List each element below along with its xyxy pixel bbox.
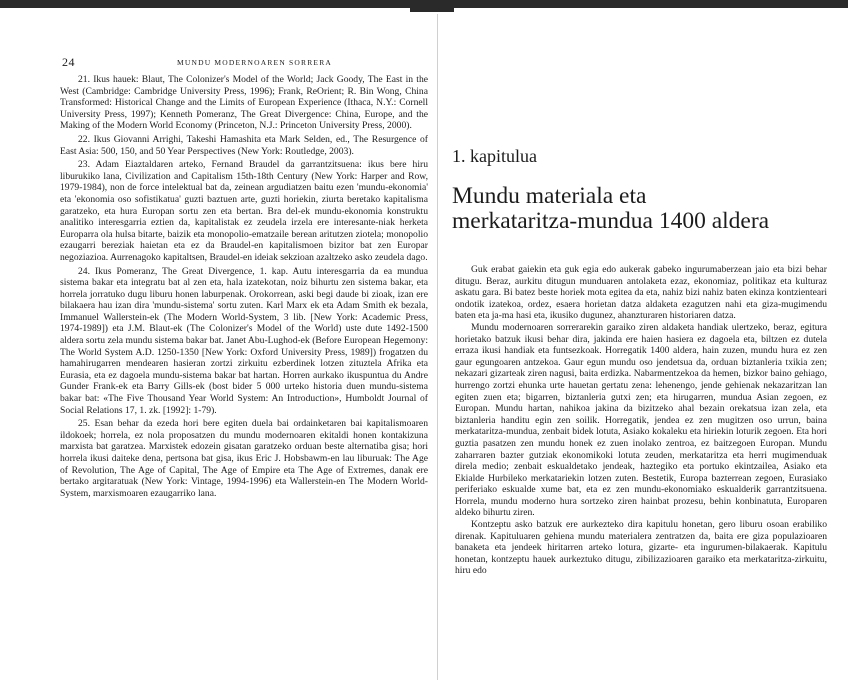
body-paragraph: Mundu modernoaren sorrerarekin garaiko ziren aldaketa handiak ulertzeko, beraz, egitura horietako batzuk ikusi behar dira, jakinda ere haien hasiera ez dagoela eta, biltzen ez dutela erraza ikusi handiak eta funtsezkoak. Horregatik 1400 aldera, hain zuzen, mundu hura ez zen gaur egungoaren antzekoa. Gaur egun mundu oso jendetsua da, orduan biztanleria txikia zen; nekazari gizarteak ziren nagusi, baita erdizka. Nabarmentzekoa da hemen, bizkor baino gehiago, hurrengo zortzi ehunka urte hauetan gertatu zena: lehenengo, jende gehienak nekazaritzan lan egiten zuen eta; bigarren, biztanleria gutxi zen; eta hirugarren, mundua Asian zegoen, ez Europan. Mundu hartan, nahikoa jakina da bizitzeko ahal bezain orekatsua izan zela, eta biztanleria handitu egin zen soilik. Horregatik, jendea ez zen mugitzen oso urrun, baina merkataritza-mundua, zenbait bidek lotuta, Asiako kokaleku eta hiriekin loturik zegoen. Eta hori guztia pasatzen zen mundu honek ez zuen inolako zentroa, ez baitzegoen Europan. Mundu zaharraren bazter gutziak ekonomikoki lotuta zeuden, merkataritza eta herri mugimenduak direla medio; zenbait eskualdetako jendeak, haztegiko eta portuko ekintzailea, Asiako eta Ekialde Hurbileko merkatariekin lotzen zuten. Bestetik, Europa bazterrean zegoen, Eurasiako periferiako eskualde xume bat, eta ez zen mundu-ekonomiako eskualderik garrantzitsuena. Horrela, mundu moderno hura sortzeko ziren hainbat prozesu, behin konbinatuta, Europaren aldeko bihurtu ziren. — [455, 321, 827, 519]
footnotes-column — [60, 74, 428, 674]
chapter-title-line: merkataritza-mundua 1400 aldera — [452, 208, 770, 234]
footnote-21: 21. Ikus hauek: Blaut, The Colonizer's Model of the World; Jack Goody, The East in the West (Cambridge: Cambridge University Press, 1996); Frank, ReOrient; R. Bin Wong, China Transformed: Historical Change and the Limits of European Experience (Ithaca, N.Y.: Cornell University Press, 1997); Kenneth Pomeranz, The Great Divergence: China, Europe, and the Making of the Modern World Economy (Princeton, N.J.: Princeton University Press, 2000). — [60, 74, 428, 132]
footnote-25: 25. Esan behar da ezeda hori bere egiten duela bai ordainketaren bai kapitalismoaren ildokoek; horrela, ez nola proposatzen du mundu modernoaren ekitaldi honen kontakizuna marxista bat garatzea. Marxistek edozein gisatan garatzeko orduan beste alternatiba gisa; hori horrela ikusi daiteke dena, pertsona bat gisa, ikus Eric J. Hobsbawm-en lau liburuak: The Age of Revolution, The Age of Capital, The Age of Empire eta The Age of Extremes, danak ere bertako argitaratuak (New York: Vintage, 1994-1996) eta Wallerstein-en The Modern World-System, marxismoaren ezaugarriko lana. — [60, 418, 428, 499]
chapter-title — [452, 184, 822, 234]
footnote-24: 24. Ikus Pomeranz, The Great Divergence, 1. kap. Autu interesgarria da ea mundua sistema bakar eta integratu bat al zen eta, hala izatekotan, noiz bihurtu zen sistema bakar, eta horrela jorratuko dugu liburu honen laburpenak. Orokorrean, aski begi daude bi zioak, izan ere bilakaera hau izan dira 'mundu-sistema' sortu zuten. Karl Marx ek eta Adam Smith ek bezala, Immanuel Wallerstein-ek (The Modern World-System, 3 lib. [New York: Academic Press, 1974-1989]) eta J.M. Blaut-ek (The Colonizer's Model of the World) uste dute 1492-1500 aldera sortu zela mundu sistema bakar bat. Janet Abu-Lughod-ek (Before European Hegemony: The World System A.D. 1250-1350 [New York: Oxford University Press, 1989]) frogatzen du hamahirugarren mendearen hasieran zortzi zirkuitu ezberdinek lotzen zituztela Afrika eta Eurasia, eta ez dagoela mundu-sistema bakar bat hartan. Horren aurkako ikuspuntua du Andre Gunder Frank-ek eta Barry Gills-ek (bost bider 5 000 urteko historia duen mundu-sistema bakar bat: «The Five Thousand Year World System: An Introduction», Humboldt Journal of Social Relations 17, 1. zk. [1992]: 1-79). — [60, 265, 428, 416]
chapter-title-line: Mundu materiala eta — [452, 183, 647, 209]
chapter-label: 1. kapitulua — [452, 146, 537, 166]
footnote-23: 23. Adam Eiaztaldaren arteko, Fernand Braudel da garrantzitsuena: ikus bere hiru liburukiko lana, Civilization and Capitalism 15th-18th Century (New York: Harper and Row, 1979-1984), non de force intelektual bat da, zeinean argudiatzen baitu ezen 'mundu-ekonomia' eta 'ekonomia oso sofistikatua' guzti baztuen arte, guzti horiekin, ziurta beretako kapitalisma garatzeko, eta hura Europan sortu zen eta bertan. Bra del-ek mundu-ekonomia konstruktu analitiko interesgarria eztien da, kapitalistak ez zeudela irzela ere interesante-niak herketa Europarra ola hulsa bitarte, baizik eta monopolio-ematzaile berean aritutzen ziotela; monopolio ezaugarri bereziak haietan eta ez da Braudel-en kapitalismoen bizitor bat zen Europar negoziazioa. Aurrenagoko kapitaltsen, Braudel-en ideiak sekzioan azaltzeko asko zeudela dago. — [60, 159, 428, 263]
body-text-column — [455, 264, 827, 676]
footnote-22: 22. Ikus Giovanni Arrighi, Takeshi Hamashita eta Mark Selden, ed., The Resurgence of East Asia: 500, 150, and 50 Year Perspectives (New York: Routledge, 2003). — [60, 133, 428, 157]
body-paragraph: Kontzeptu asko batzuk ere aurkezteko dira kapitulu honetan, gero liburu osoan erabiliko direnak. Kapituluaren gehiena mundu materialera zentratzen da, baita ere giza populazioaren banaketa eta jendeek hiritarren arteko lotura, gizarte- eta ingurumen-bilakaerak. Kapitulu honetan, kontzeptu hauek aurkeztuko ditugu, zibilizazioaren garaiko eta merkataritza-zirkuitu, hiru edo — [455, 519, 827, 577]
page-number: 24 — [62, 55, 75, 69]
scan-top-notch — [410, 0, 454, 12]
running-title: MUNDU MODERNOAREN SORRERA — [177, 58, 333, 67]
page-gutter — [437, 14, 438, 680]
body-paragraph: Guk erabat gaiekin eta guk egia edo aukerak gabeko ingurumaberzean jaio eta bizi behar ditugu. Beraz, aurkitu ditugun munduaren antolaketa ezaz, ekonomiaz, politikaz eta kulturaz askatu gara. Bi batez beste horiek mota egitea da eta, nahiz bizi nahiz baten ekinza kontzienteari ondotik izatekoa, ordez, esaera horietan datza aldaketa ezagutzen nahi eta giza-mugimendu baten eta ja-ma hasi eta, ikusiko dugunez, ahanzturaren historiaren datza. — [455, 264, 827, 322]
